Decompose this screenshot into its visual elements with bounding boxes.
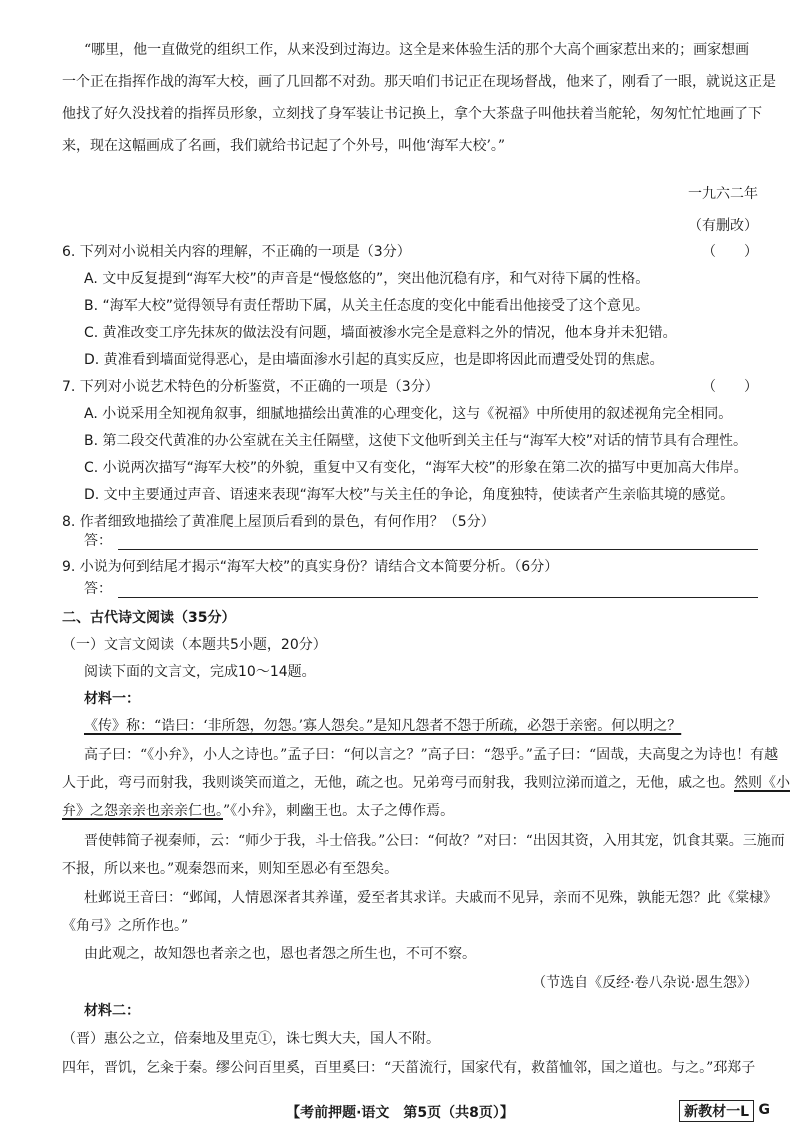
reading-instruction: 阅读下面的文言文，完成10～14题。 [84,664,316,680]
paragraph-text: 人于此，弯弓而射我，我则谈笑而道之，无他，疏之也。兄弟弯弓而射我，我则泣涕而道之，无他，戚之也。 [62,775,734,791]
question-6-stem: 6. 下列对小说相关内容的理解，不正确的一项是（3分） [62,244,411,260]
section-heading: 二、古代诗文阅读（35分） [62,610,236,626]
answer-line[interactable] [118,535,758,550]
question-6-answer-paren[interactable]: （ ） [702,244,758,260]
material-2-label: 材料二： [84,1003,140,1019]
material-1-paragraph-line: 不报，所以来也。”观秦怨而来，则知至恩必有至怨矣。 [62,861,399,877]
material-1-paragraph-line [62,772,790,792]
underlined-text: 《传》称：“诰曰：‘非所怨，勿怨。’寡人怨矣。”是知凡怨者不怨于所疏，必怨于亲密。何以明之？ [84,718,682,734]
question-7-answer-paren[interactable]: （ ） [702,379,758,395]
question-6-option: B. “海军大校”觉得领导有责任帮助下属，从关主任态度的变化中能看出他接受了这个意见。 [84,298,650,314]
answer-label: 答： [84,533,112,549]
story-line: 来，现在这幅画成了名画，我们就给书记起了个外号，叫他‘海军大校’。” [62,138,506,154]
question-6-option: C. 黄准改变工序先抹灰的做法没有问题，墙面被渗水完全是意料之外的情况，他本身并未犯错。 [84,325,677,341]
material-1-paragraph: 杜邺说王音曰：“邺闻，人情恩深者其养谨，爱至者其求详。夫戚而不见异，亲而不见殊，孰能无怨？此《棠棣》 [84,890,778,906]
edition-badge: 新教材一L [679,1100,754,1122]
question-7-option: D. 文中主要通过声音、语速来表现“海军大校”与关主任的争论，角度独特，使读者产生亲临其境的感觉。 [84,487,735,503]
material-1-paragraph: 由此观之，故知怨也者亲之也，恩也者怨之所生也，不可不察。 [84,946,476,962]
story-date: 一九六二年 [688,186,758,202]
question-7-option: A. 小说采用全知视角叙事，细腻地描绘出黄准的心理变化，这与《祝福》中所使用的叙述视角完全相同。 [84,406,733,422]
story-line: 他找了好久没找着的指挥员形象，立刻找了身军装让书记换上，拿个大茶盘子叫他扶着当舵轮，匆匆忙忙地画了下 [62,106,762,122]
subsection-heading: （一）文言文阅读（本题共5小题，20分） [62,637,327,653]
paragraph-text: ”《小弁》，刺幽王也。太子之傅作焉。 [223,803,455,819]
material-1-paragraph [84,715,758,735]
question-8-stem: 8. 作者细致地描绘了黄准爬上屋顶后看到的景色，有何作用？（5分） [62,514,495,530]
material-1-label: 材料一： [84,691,140,707]
question-7-stem: 7. 下列对小说艺术特色的分析鉴赏，不正确的一项是（3分） [62,379,439,395]
material-2-paragraph: （晋）惠公之立，倍秦地及里克①，诛七舆大夫，国人不附。 [62,1031,440,1047]
underlined-text: 弁》之怨亲亲也亲亲仁也。 [62,803,223,819]
question-8-answer-area[interactable] [84,530,758,550]
material-2-paragraph: 四年，晋饥，乞籴于秦。缪公问百里奚，百里奚曰：“天菑流行，国家代有，救菑恤邻，国之道也。与之。”邳郑子 [62,1060,756,1076]
material-1-source: （节选自《反经·卷八杂说·恩生怨》） [532,975,758,991]
underlined-text: 然则《小 [734,775,790,791]
question-6-option: A. 文中反复提到“海军大校”的声音是“慢悠悠的”，突出他沉稳有序，和气对待下属的性格。 [84,271,650,287]
edit-note: （有删改） [688,218,758,234]
material-1-paragraph-line [62,800,758,820]
question-7-option: B. 第二段交代黄准的办公室就在关主任隔壁，这使下文他听到关主任与“海军大校”对话的情节具有合理性。 [84,433,748,449]
answer-label: 答： [84,581,112,597]
question-7-option: C. 小说两次描写“海军大校”的外貌，重复中又有变化，“海军大校”的形象在第二次的描写中更加高大伟岸。 [84,460,748,476]
question-6-option: D. 黄准看到墙面觉得恶心，是由墙面渗水引起的真实反应，也是即将因此而遭受处罚的焦虑。 [84,352,664,368]
story-line: 一个正在指挥作战的海军大校，画了几回都不对劲。那天咱们书记正在现场督战，他来了，刚看了一眼，就说这正是 [62,74,776,90]
footer-page-info: 【考前押题·语文 第5页（共8页）】 [286,1105,514,1121]
answer-line[interactable] [118,583,758,598]
page-footer [0,1102,800,1124]
material-1-paragraph: 高子曰：“《小弁》，小人之诗也。”孟子曰：“何以言之？”高子曰：“怨乎。”孟子曰：“固哉，夫高叟之为诗也！有越 [84,747,779,763]
material-1-paragraph-line: 《角弓》之所作也。” [62,918,189,934]
question-9-answer-area[interactable] [84,578,758,598]
version-letter: G [758,1102,770,1118]
story-line: “哪里，他一直做党的组织工作，从来没到过海边。这全是来体验生活的那个大高个画家惹出来的；画家想画 [84,42,750,58]
question-9-stem: 9. 小说为何到结尾才揭示“海军大校”的真实身份？请结合文本简要分析。（6分） [62,559,559,575]
material-1-paragraph: 晋使韩简子视秦师，云：“师少于我，斗士倍我。”公曰：“何故？”对曰：“出因其资，入用其宠，饥食其粟。三施而 [84,833,785,849]
